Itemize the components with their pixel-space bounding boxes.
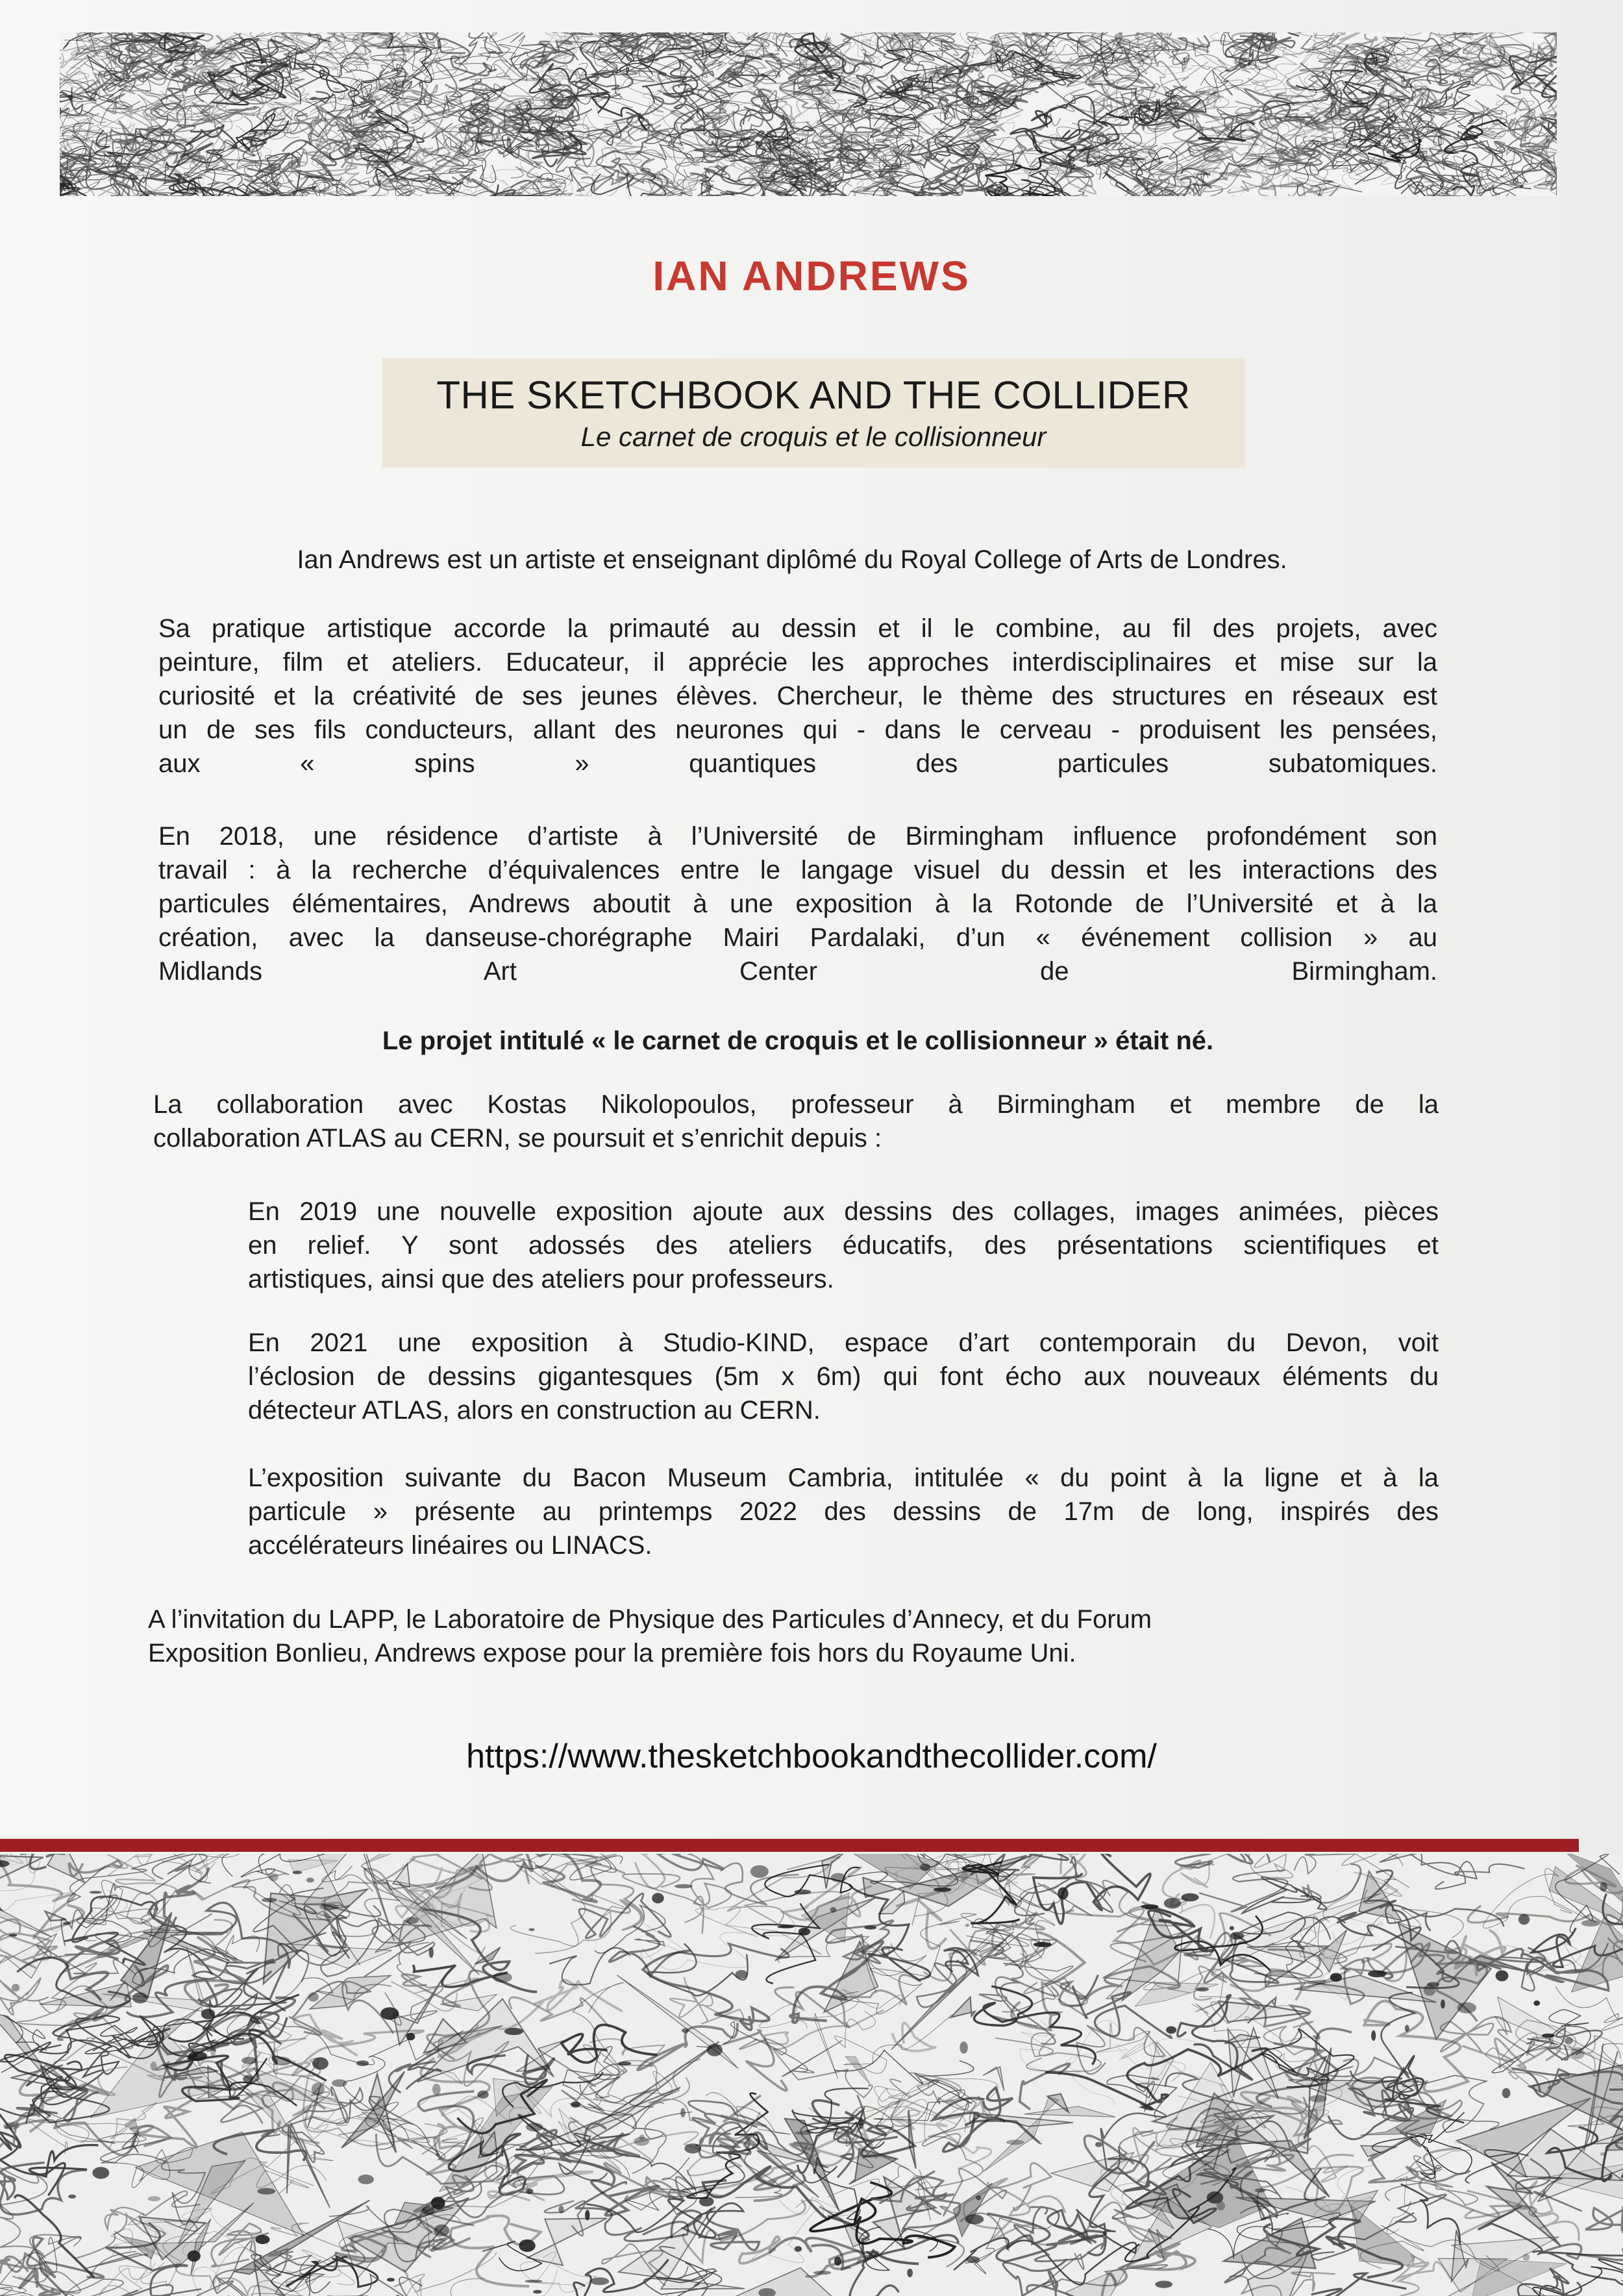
sketch-dot: [1600, 2152, 1606, 2156]
residency-paragraph: [158, 819, 1437, 988]
sketch-shard: [358, 1854, 395, 1941]
sketch-dot: [92, 2167, 109, 2178]
paragraph-line: création, avec la danseuse-chorégraphe Mairi Pardalaki, d’un « événement collision » au: [158, 923, 1437, 952]
sketch-dot: [257, 2188, 275, 2195]
paragraph-line: en relief. Y sont adossés des ateliers éducatifs, des présentations scientifiques et: [248, 1231, 1439, 1260]
sketch-dot: [652, 1893, 664, 1903]
sketch-dot: [1518, 1914, 1530, 1925]
sketch-dot: [1095, 2142, 1102, 2147]
sketch-dot: [1496, 1970, 1509, 1981]
sketch-dot: [243, 2075, 253, 2083]
sketch-dot: [421, 2206, 434, 2215]
sketch-stroke: [1243, 1877, 1327, 1914]
sketch-dot: [380, 2007, 399, 2019]
sketch-dot: [966, 2256, 980, 2264]
sketch-dot: [9, 1934, 18, 1936]
sketch-shard: [815, 2014, 838, 2079]
project-born-text: Le projet intitulé « le carnet de croquis et le collisionneur » était né.: [382, 1027, 1214, 1055]
sketch-stroke: [1311, 2273, 1407, 2296]
sketch-dot: [813, 2271, 831, 2275]
sketch-dot: [525, 2280, 542, 2283]
sketch-dot: [201, 2009, 215, 2019]
sketch-dot: [794, 1890, 811, 1894]
sketch-dot: [406, 2033, 415, 2041]
exhibition-2019-paragraph: [248, 1195, 1439, 1296]
invitation-paragraph: [148, 1603, 1433, 1670]
paragraph-line: aux « spins » quantiques des particules subatomiques.: [158, 749, 1437, 778]
paragraph-line: artistiques, ainsi que des ateliers pour professeurs.: [248, 1265, 834, 1293]
exhibition-2021-paragraph: [248, 1326, 1439, 1427]
sketch-dot: [132, 1992, 148, 2003]
sketch-dot: [1207, 2191, 1224, 2204]
sketch-shard: [983, 2067, 1004, 2091]
sketch-shard: [824, 1941, 878, 2012]
sketch-dot: [312, 2057, 328, 2069]
sketch-dot: [1006, 2140, 1024, 2145]
paragraph-line: collaboration ATLAS au CERN, se poursuit et s’enrichit depuis :: [153, 1124, 882, 1153]
sketch-stroke: [1017, 1934, 1088, 2018]
sketch-dot: [1230, 1926, 1234, 1930]
title-band: [382, 358, 1245, 468]
sketch-dot: [736, 1970, 748, 1978]
sketch-dot: [432, 2084, 441, 2095]
sketch-shard: [879, 1891, 905, 1914]
intro-paragraph: [195, 543, 1389, 577]
sketch-stroke: [0, 2163, 86, 2215]
sketch-dot: [965, 2214, 984, 2224]
sketch-dot: [639, 2134, 645, 2140]
practice-paragraph: [158, 612, 1437, 780]
sketch-stroke: [1282, 1854, 1355, 1874]
paragraph-line: l’éclosion de dessins gigantesques (5m x 6m) qui font écho aux nouveaux éléments du: [248, 1362, 1439, 1391]
sketch-shard: [1135, 1982, 1219, 2006]
sketch-dot: [1371, 2030, 1376, 2041]
sketch-shard: [1495, 1997, 1623, 2073]
sketch-dot: [332, 2079, 347, 2087]
sketch-dot: [1565, 2037, 1573, 2044]
sketch-stroke: [116, 2285, 202, 2296]
sketch-dot: [1330, 1973, 1342, 1982]
sketch-dot: [1441, 1999, 1445, 2008]
sketch-dot: [151, 2062, 157, 2071]
sketch-dot: [1457, 2003, 1476, 2014]
sketch-shard: [909, 2110, 916, 2169]
sketch-stroke: [625, 2158, 697, 2215]
sketch-dot: [210, 2045, 216, 2056]
sketch-stroke: [406, 2050, 441, 2089]
sketch-stroke: [1545, 2204, 1623, 2260]
sketch-dot: [242, 2057, 257, 2064]
sketch-dot: [907, 2269, 913, 2277]
sketch-dot: [319, 1904, 339, 1910]
sketch-dot: [293, 1871, 303, 1874]
sketch-dot: [1533, 2001, 1540, 2006]
sketch-stroke: [995, 2033, 1101, 2071]
paragraph-line: Sa pratique artistique accorde la primauté au dessin et il le combine, au fil des projets, avec: [158, 614, 1437, 643]
sketch-dot: [777, 1925, 795, 1928]
sketch-shard: [617, 1975, 738, 2069]
sketch-dot: [1034, 1942, 1052, 1947]
sketch-dot: [356, 2060, 369, 2066]
sketch-stroke: [206, 151, 242, 185]
paragraph-line: particules élémentaires, Andrews aboutit à une exposition à la Rotonde de l’Université et à la: [158, 890, 1437, 918]
sketch-stroke: [1533, 2254, 1623, 2296]
sketch-dot: [830, 1873, 846, 1882]
sketch-stroke: [1350, 1993, 1415, 2092]
paragraph-line: En 2018, une résidence d’artiste à l’Université de Birmingham influence profondément son: [158, 822, 1437, 851]
sketch-dot: [591, 2277, 609, 2285]
sketch-shard: [45, 1854, 84, 1882]
sketch-dot: [526, 2188, 533, 2194]
sketch-dot: [682, 2028, 689, 2033]
sketch-dot: [188, 2251, 201, 2262]
sketch-dot: [1058, 1888, 1069, 1900]
sketch-dot: [830, 1907, 836, 1913]
sketch-stroke: [29, 2145, 98, 2177]
sketch-dot: [795, 2246, 802, 2252]
sketch-dot: [306, 1878, 314, 1883]
sketch-dot: [1542, 2034, 1555, 2038]
sketch-dot: [699, 2197, 714, 2206]
collaboration-paragraph: [153, 1088, 1439, 1155]
sketch-stroke: [60, 97, 100, 153]
artist-name: IAN ANDREWS: [652, 253, 971, 299]
sketch-dot: [795, 2131, 812, 2135]
paragraph-line: travail : à la recherche d’équivalences entre le langage visuel du dessin et les interactions des: [158, 856, 1437, 884]
project-born-statement: [158, 1024, 1437, 1058]
sketch-dot: [1309, 2095, 1327, 2103]
sketch-dot: [255, 2235, 269, 2244]
paragraph-line: détecteur ATLAS, alors en construction au CERN.: [248, 1396, 821, 1425]
sketch-dot: [864, 1926, 876, 1930]
sketch-dot: [834, 2256, 841, 2265]
sketch-stroke: [311, 92, 333, 103]
sketch-dot: [493, 1972, 512, 1982]
sketch-stroke: [435, 32, 502, 64]
sketch-shard: [726, 2268, 864, 2296]
paragraph-line: curiosité et la créativité de ses jeunes élèves. Chercheur, le thème des structures en réseaux est: [158, 682, 1437, 710]
sketch-dot: [148, 2196, 161, 2201]
sketch-shard: [527, 2218, 607, 2265]
sketch-stroke: [372, 37, 425, 62]
sketch-dot: [1166, 2027, 1176, 2034]
paragraph-line: L’exposition suivante du Bacon Museum Cambria, intitulée « du point à la ligne et à la: [248, 1464, 1439, 1492]
sketch-stroke: [510, 1858, 585, 1946]
sketch-dot: [3, 2122, 19, 2129]
sketch-dot: [12, 1984, 19, 1991]
sketch-dot: [533, 2290, 541, 2294]
paragraph-line: La collaboration avec Kostas Nikolopoulos, professeur à Birmingham et membre de la: [153, 1090, 1439, 1119]
sketch-stroke: [1057, 89, 1104, 113]
paragraph-line: particule » présente au printemps 2022 des dessins de 17m de long, inspirés des: [248, 1497, 1439, 1526]
paragraph-line: Exposition Bonlieu, Andrews expose pour la première fois hors du Royaume Uni.: [148, 1639, 1076, 1667]
sketch-dot: [1424, 1984, 1436, 1996]
sketch-dot: [558, 2206, 564, 2214]
sketch-dot: [63, 1921, 71, 1925]
sketch-dot: [519, 2240, 536, 2252]
paragraph-line: A l’invitation du LAPP, le Laboratoire de Physique des Particules d’Annecy, et du Forum: [148, 1605, 1152, 1634]
sketch-stroke: [1410, 1854, 1525, 1889]
sketch-dot: [965, 1924, 969, 1927]
sketch-dot: [920, 1864, 930, 1871]
sketch-shard: [950, 1997, 975, 2018]
sketch-dot: [90, 1891, 102, 1893]
sketch-dot: [312, 2082, 325, 2095]
sketch-stroke: [1096, 2023, 1148, 2053]
sketch-dot: [1230, 1932, 1244, 1940]
sketch-dot: [262, 1898, 277, 1903]
intro-text: Ian Andrews est un artiste et enseignant diplômé du Royal College of Arts de Londres.: [297, 545, 1287, 574]
sketch-dot: [1196, 1988, 1209, 1991]
sketch-dot: [707, 2044, 723, 2056]
sketch-dot: [406, 1917, 419, 1924]
sketch-dot: [750, 1866, 769, 1878]
paragraph-line: Midlands Art Center de Birmingham.: [158, 957, 1437, 986]
sketch-dot: [1182, 1893, 1199, 1902]
exhibition-2022-paragraph: [248, 1461, 1439, 1562]
sketch-dot: [684, 2143, 701, 2153]
sketch-dot: [1502, 2088, 1511, 2098]
sketch-stroke: [290, 1982, 393, 2035]
sketch-dot: [680, 2108, 685, 2117]
sketch-dot: [1405, 2025, 1409, 2032]
sketch-stroke: [294, 2015, 358, 2056]
sketch-shard: [1294, 1975, 1436, 2003]
sketch-dot: [1141, 1904, 1158, 1909]
sketch-dot: [976, 2195, 981, 2201]
sketch-dot: [431, 2197, 445, 2209]
sketch-dot: [1368, 1970, 1387, 1977]
paragraph-line: peinture, film et ateliers. Educateur, il apprécie les approches interdisciplinaires et mise sur la: [158, 648, 1437, 677]
sketch-stroke: [648, 1943, 748, 1995]
paragraph-line: En 2019 une nouvelle exposition ajoute aux dessins des collages, images animées, pièces: [248, 1197, 1439, 1226]
sketch-shard: [287, 2123, 330, 2208]
sketch-stroke: [562, 2025, 658, 2062]
sketch-stroke: [739, 2236, 780, 2263]
sketch-dot: [858, 2117, 863, 2128]
sketch-dot: [799, 1928, 810, 1936]
sketch-stroke: [656, 1854, 723, 1870]
sketch-dot: [1522, 2254, 1530, 2261]
sketch-dot: [387, 2278, 395, 2282]
sketch-stroke: [963, 2178, 1068, 2245]
sketch-shard: [440, 1995, 497, 2012]
sketch-dot: [429, 1947, 434, 1958]
sketch-stroke: [1507, 137, 1531, 171]
exhibition-title: THE SKETCHBOOK AND THE COLLIDER: [436, 373, 1191, 417]
red-divider-rule: [0, 1839, 1579, 1852]
sketch-dot: [1571, 2047, 1585, 2059]
sketch-dot: [358, 2175, 374, 2184]
sketch-dot: [526, 2123, 543, 2131]
sketch-shard: [1024, 2106, 1115, 2117]
sketch-dot: [308, 1992, 319, 2001]
sketch-stroke: [610, 1926, 789, 1976]
sketch-dot: [504, 2028, 523, 2035]
sketch-dot: [68, 2195, 76, 2199]
sketch-dot: [1155, 2281, 1172, 2288]
sketch-dot: [434, 2225, 449, 2237]
sketch-dot: [275, 2057, 291, 2066]
paragraph-line: un de ses fils conducteurs, allant des neurones qui - dans le cerveau - produisent les pensées,: [158, 716, 1437, 744]
sketch-dot: [1164, 1898, 1181, 1908]
sketch-dot: [1581, 1920, 1600, 1927]
website-link[interactable]: https://www.thesketchbookandthecollider.com/: [466, 1738, 1157, 1775]
sketch-dot: [571, 2102, 580, 2108]
sketch-dot: [269, 1873, 279, 1882]
sketch-dot: [1600, 1882, 1607, 1892]
sketch-stroke: [1200, 1870, 1287, 1912]
sketch-stroke: [1003, 2259, 1072, 2296]
top-sketch-artwork: [60, 32, 1557, 196]
bottom-sketch-artwork: [0, 1854, 1623, 2296]
sketch-dot: [477, 2091, 488, 2099]
sketch-dot: [960, 2041, 968, 2054]
sketch-dot: [618, 2062, 632, 2065]
paragraph-line: En 2021 une exposition à Studio-KIND, espace d’art contemporain du Devon, voit: [248, 1329, 1439, 1357]
paragraph-line: accélérateurs linéaires ou LINACS.: [248, 1531, 652, 1560]
sketch-stroke: [0, 2254, 42, 2273]
sketch-dot: [188, 2051, 208, 2061]
sketch-dot: [528, 1928, 534, 1931]
sketch-dot: [675, 1884, 693, 1888]
sketch-dot: [1255, 2188, 1266, 2193]
sketch-dot: [585, 2210, 589, 2220]
exhibition-subtitle: Le carnet de croquis et le collisionneur: [580, 421, 1047, 452]
sketch-dot: [934, 1888, 952, 1892]
